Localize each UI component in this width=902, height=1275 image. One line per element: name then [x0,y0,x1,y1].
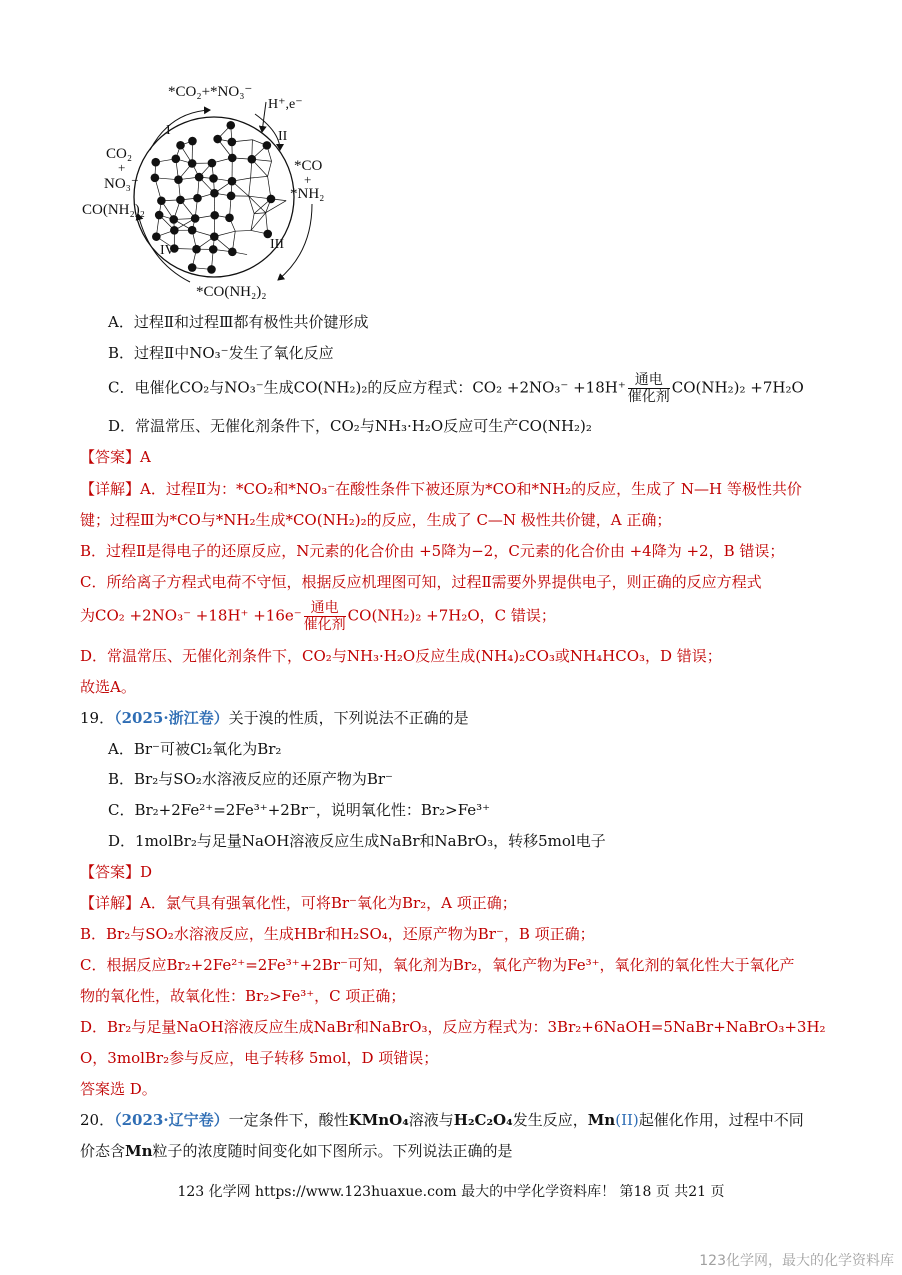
q19-answer: 【答案】D [80,863,153,881]
lattice-atom [174,175,183,184]
lattice-atom [191,214,200,223]
lattice-atom [210,211,219,220]
bottom-label: *CO(NH₂)₂ [196,284,267,300]
h-label: H⁺,e⁻ [268,97,303,112]
q18-explain-6: D．常温常压、无催化剂条件下，CO₂与NH₃·H₂O反应生成(NH₄)₂CO₃或NH₄HCO₃，D 错误； [80,647,722,665]
lattice-bond [251,176,268,178]
q20-text: 起催化作用，过程中不同 [638,1111,804,1129]
q18-answer: 【答案】A [80,448,151,466]
q20-oxidation-state: (II) [615,1111,639,1129]
lattice-atom [188,137,197,146]
condition-top: 通电 [634,372,663,388]
lattice-bond [268,161,272,176]
roman-III: III [270,237,284,252]
q18-option-b: B．过程Ⅱ中NO₃⁻发生了氧化反应 [108,344,334,362]
roman-II: II [278,129,288,144]
lattice-atom [195,173,204,182]
q18-explain-3: B．过程Ⅱ是得电子的还原反应，N元素的化合价由 +5降为−2，C元素的化合价由 +4降为 +2，B 错误； [80,542,785,560]
lattice-atom [172,155,181,164]
lattice-atom [228,248,237,257]
lattice-atom [170,226,179,235]
q20-formula-mn: Mn [587,1111,616,1129]
lattice-atom [155,211,164,220]
lattice-bond [251,214,254,231]
lattice-bond [235,230,251,231]
lattice-bond [254,213,266,214]
q19-source: （2025·浙江卷） [114,709,229,727]
q18-explain-4: C．所给离子方程式电荷不守恒，根据反应机理图可知，过程Ⅱ需要外界提供电子，则正确的反应方程式 [80,573,762,591]
watermark: 123化学网，最大的化学资料库 [699,1253,894,1269]
lattice-atom [228,177,237,186]
lattice-atom [228,154,237,163]
left-co2: CO₂ [106,146,133,162]
reaction-arrow-conditions [628,372,670,405]
condition-bottom: 催化剂 [627,389,670,405]
left-plus: + [118,160,126,175]
q19-question: 关于溴的性质，下列说法不正确的是 [228,709,469,727]
q18-explain-5 [80,600,556,633]
reaction-mechanism-diagram [80,72,340,302]
lattice-atom [152,232,161,241]
lattice-atom [176,196,185,205]
lattice-atom [209,245,218,254]
reaction-arrow-conditions [304,600,346,633]
q18-explain-5-post: CO(NH₂)₂ +7H₂O，C 错误； [347,606,556,625]
lattice-bond [251,213,266,231]
q19-explain-1: 【详解】A．氯气具有强氧化性，可将Br⁻氧化为Br₂，A 项正确； [80,894,517,912]
q19-explain-4: 物的氧化性，故氧化性：Br₂>Fe³⁺，C 项正确； [80,987,406,1005]
q20-formula-mn: Mn [125,1142,153,1160]
q18-explain-7: 故选A。 [80,678,136,696]
q19-option-b: B．Br₂与SO₂水溶液反应的还原产物为Br⁻ [108,770,393,788]
q19-explain-6: O，3molBr₂参与反应，电子转移 5mol，D 项错误； [80,1049,439,1067]
q19-option-d: D．1molBr₂与足量NaOH溶液反应生成NaBr和NaBrO₃，转移5mol电子 [108,832,606,850]
lattice-atom [176,141,185,150]
q20-source: （2023·辽宁卷） [114,1111,229,1129]
lattice-atom [248,155,257,164]
q19-option-c: C．Br₂+2Fe²⁺=2Fe³⁺+2Br⁻，说明氧化性：Br₂>Fe³⁺ [108,801,491,819]
lattice-atom [210,189,219,198]
right-co: *CO [294,158,323,174]
lattice-atom [188,263,197,272]
q20-stem-line-1 [80,1109,804,1130]
q18-option-d: D．常温常压、无催化剂条件下，CO₂与NH₃·H₂O反应可生产CO(NH₂)₂ [108,417,592,435]
q20-number: 20． [80,1111,115,1129]
left-no3: NO₃⁻ [104,176,139,192]
q18-explain-1: 【详解】A．过程Ⅱ为：*CO₂和*NO₃⁻在酸性条件下被还原为*CO和*NH₂的反应，生成了 N—H 等极性共价 [80,480,802,498]
lattice-atom [207,265,216,274]
q20-text: 发生反应， [512,1111,588,1129]
lattice-atom [213,135,222,144]
roman-IV: IV [160,243,175,258]
q19-explain-5: D．Br₂与足量NaOH溶液反应生成NaBr和NaBrO₃，反应方程式为：3Br₂+6NaOH=5NaBr+NaBrO₃+3H₂ [80,1018,826,1036]
q20-text: 粒子的浓度随时间变化如下图所示。下列说法正确的是 [152,1142,513,1160]
lattice-atom [188,159,197,168]
arrow-h [262,102,266,132]
right-plus: + [304,172,312,187]
lattice-atom [227,192,236,201]
right-nh2: *NH₂ [290,186,325,202]
lattice-bond [249,178,251,196]
q20-text: 溶液与 [408,1111,454,1129]
lattice-atom [210,232,219,241]
lattice-atom [263,141,272,150]
q20-text: 价态含 [80,1142,126,1160]
lattice-atom [151,173,160,182]
q18-option-c-post: CO(NH₂)₂ +7H₂O [671,378,804,397]
lattice-atom [188,226,197,235]
q19-option-a: A．Br⁻可被Cl₂氧化为Br₂ [108,740,282,758]
q18-explain-5-pre: 为CO₂ +2NO₃⁻ +18H⁺ +16e⁻ [80,606,302,625]
q20-stem-line-2 [80,1140,513,1161]
roman-I: I [166,123,171,138]
top-label: *CO₂+*NO₃⁻ [168,84,253,100]
lattice-atom [193,194,202,203]
lattice-atom [208,159,217,168]
lattice-atom [228,138,237,147]
condition-top: 通电 [310,600,339,616]
q18-option-c-pre: C．电催化CO₂与NO₃⁻生成CO(NH₂)₂的反应方程式：CO₂ +2NO₃⁻ +18H⁺ [108,378,626,397]
q19-stem [80,707,469,728]
q18-option-a: A．过程Ⅱ和过程Ⅲ都有极性共价键形成 [108,313,369,331]
q19-explain-7: 答案选 D。 [80,1080,157,1098]
q20-formula-h2c2o4: H₂C₂O₄ [453,1111,513,1129]
q19-explain-2: B．Br₂与SO₂水溶液反应，生成HBr和H₂SO₄，还原产物为Br⁻，B 项正确； [80,925,595,943]
page-footer: 123 化学网 https://www.123huaxue.com 最大的中学化学资料库！ 第18 页 共21 页 [177,1184,725,1200]
q20-text: 一定条件下，酸性 [228,1111,349,1129]
lattice-atom [151,158,160,167]
lattice-atom [169,215,178,224]
q20-formula-kmno4: KMnO₄ [348,1111,409,1129]
lattice-atom [267,195,276,204]
q18-option-c [108,372,804,405]
lattice-atom [226,121,235,130]
left-urea: CO(NH₂)₂ [82,202,145,218]
lattice-atom [209,174,218,183]
lattice-atom [157,196,166,205]
condition-bottom: 催化剂 [303,617,346,633]
q19-explain-3: C．根据反应Br₂+2Fe²⁺=2Fe³⁺+2Br⁻可知，氧化剂为Br₂，氧化产物为Fe³⁺，氧化剂的氧化性大于氧化产 [80,956,795,974]
q18-explain-2: 键；过程Ⅲ为*CO与*NH₂生成*CO(NH₂)₂的反应，生成了 C—N 极性共价键，A 正确； [80,511,672,529]
lattice-atom [192,245,201,254]
q19-number: 19． [80,709,115,727]
lattice-atom [225,214,234,223]
